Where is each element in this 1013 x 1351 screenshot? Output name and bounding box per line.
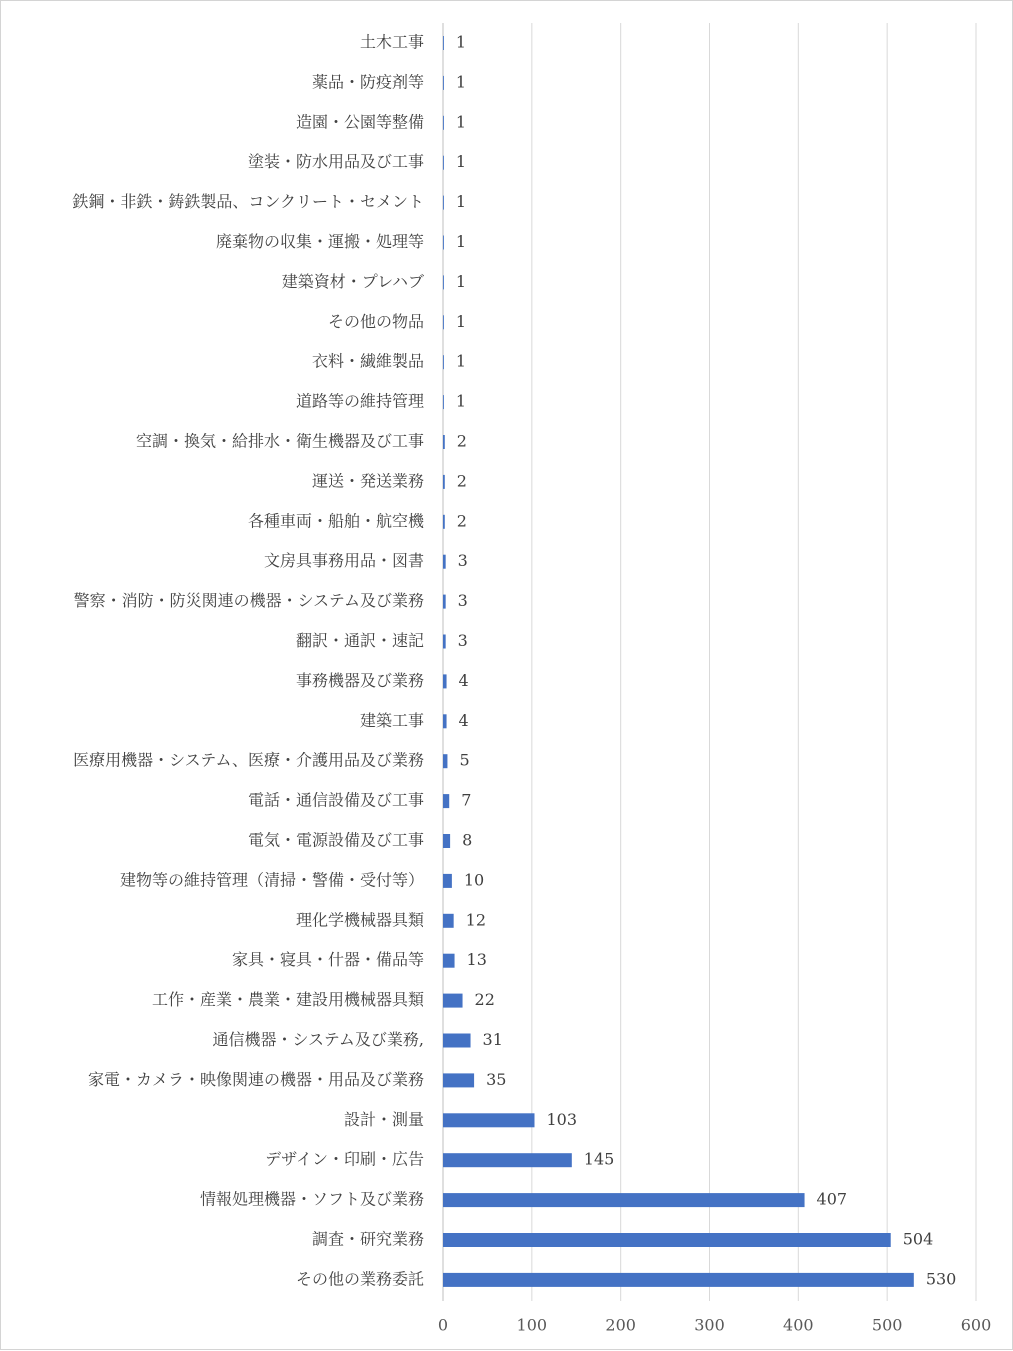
category-label: 運送・発送業務 bbox=[311, 471, 424, 491]
category-label: 医療用機器・システム、医療・介護用品及び業務 bbox=[73, 750, 424, 770]
bar bbox=[443, 874, 452, 888]
data-label: 2 bbox=[456, 471, 467, 491]
category-label: 理化学機械器具類 bbox=[295, 910, 424, 930]
bars bbox=[443, 36, 914, 1287]
bar bbox=[443, 794, 449, 808]
bar bbox=[443, 994, 463, 1008]
data-label: 1 bbox=[455, 112, 467, 132]
category-label: その他の物品 bbox=[327, 311, 424, 331]
category-label: 警察・消防・防災関連の機器・システム及び業務 bbox=[73, 591, 424, 611]
bar bbox=[443, 674, 447, 688]
bar bbox=[443, 36, 444, 50]
bar bbox=[443, 236, 444, 250]
category-label: 建物等の維持管理（清掃・警備・受付等） bbox=[119, 870, 424, 890]
category-label: 道路等の維持管理 bbox=[295, 391, 424, 411]
bar bbox=[443, 515, 445, 529]
bar bbox=[443, 754, 447, 768]
data-label: 22 bbox=[474, 990, 495, 1010]
bar bbox=[443, 1273, 914, 1287]
data-label: 8 bbox=[462, 830, 473, 850]
data-labels bbox=[456, 33, 956, 1289]
bar bbox=[443, 714, 447, 728]
bar bbox=[443, 116, 444, 130]
bar bbox=[443, 1073, 474, 1087]
data-label: 2 bbox=[456, 431, 467, 451]
data-label: 31 bbox=[482, 1030, 503, 1049]
bar bbox=[443, 1113, 534, 1127]
data-label: 1 bbox=[455, 32, 467, 52]
category-label: 廃棄物の収集・運搬・処理等 bbox=[215, 232, 424, 251]
bar bbox=[443, 834, 450, 848]
data-label: 145 bbox=[583, 1149, 615, 1169]
bar bbox=[443, 475, 445, 489]
category-label: 文房具事務用品・図書 bbox=[263, 551, 424, 571]
category-label: 家電・カメラ・映像関連の機器・用品及び業務 bbox=[87, 1069, 424, 1089]
category-label: 造園・公園等整備 bbox=[295, 112, 424, 132]
bar bbox=[443, 196, 444, 210]
bar bbox=[443, 315, 444, 329]
data-label: 35 bbox=[486, 1069, 507, 1089]
data-label: 103 bbox=[546, 1109, 578, 1129]
category-label: 設計・測量 bbox=[343, 1109, 424, 1129]
category-label: 土木工事 bbox=[359, 32, 424, 52]
category-label: 建築資材・プレハブ bbox=[281, 271, 424, 291]
data-label: 12 bbox=[465, 910, 487, 930]
category-label: 空調・換気・給排水・衛生機器及び工事 bbox=[135, 431, 424, 451]
bar bbox=[443, 76, 444, 90]
bar bbox=[443, 355, 444, 369]
bar bbox=[443, 1193, 805, 1207]
category-label: 電気・電源設備及び工事 bbox=[247, 830, 424, 850]
category-labels bbox=[72, 33, 425, 1289]
category-label: 家具・寝具・什器・備品等 bbox=[231, 950, 424, 970]
bar bbox=[443, 1233, 891, 1247]
data-label: 530 bbox=[925, 1269, 957, 1289]
data-label: 1 bbox=[455, 192, 467, 212]
category-label: 翻訳・通訳・速記 bbox=[295, 631, 424, 650]
x-tick-label: 100 bbox=[516, 1315, 548, 1335]
data-label: 4 bbox=[458, 670, 469, 690]
category-label: デザイン・印刷・広告 bbox=[265, 1149, 424, 1169]
data-label: 504 bbox=[902, 1229, 934, 1249]
bar bbox=[443, 156, 444, 170]
data-label: 13 bbox=[466, 950, 487, 970]
bar bbox=[443, 435, 445, 449]
category-label: 各種車両・船舶・航空機 bbox=[247, 511, 424, 531]
bar bbox=[443, 555, 446, 569]
data-label: 1 bbox=[455, 351, 467, 371]
category-label: 薬品・防疫剤等 bbox=[311, 72, 424, 92]
data-label: 3 bbox=[457, 631, 468, 650]
bar bbox=[443, 1034, 471, 1048]
category-label: 事務機器及び業務 bbox=[295, 670, 424, 690]
data-label: 3 bbox=[457, 591, 468, 611]
data-label: 5 bbox=[459, 750, 470, 770]
data-label: 1 bbox=[455, 152, 467, 172]
category-label: 塗装・防水用品及び工事 bbox=[247, 152, 424, 172]
data-label: 7 bbox=[461, 790, 472, 810]
category-label: 衣料・繊維製品 bbox=[311, 351, 424, 371]
data-label: 4 bbox=[458, 710, 469, 730]
x-axis-ticks bbox=[438, 1316, 991, 1335]
x-tick-label: 500 bbox=[871, 1315, 903, 1335]
category-label: 鉄鋼・非鉄・鋳鉄製品、コンクリート・セメント bbox=[72, 192, 424, 212]
bar bbox=[443, 914, 454, 928]
bar bbox=[443, 1153, 572, 1167]
category-label: 通信機器・システム及び業務, bbox=[212, 1030, 424, 1049]
x-tick-label: 400 bbox=[783, 1315, 814, 1335]
x-tick-label: 600 bbox=[960, 1315, 992, 1335]
bar-chart bbox=[1, 1, 1013, 1351]
gridlines bbox=[443, 23, 976, 1301]
data-label: 1 bbox=[455, 311, 467, 331]
data-label: 407 bbox=[816, 1189, 848, 1209]
category-label: 工作・産業・農業・建設用機械器具類 bbox=[151, 990, 424, 1010]
category-label: その他の業務委託 bbox=[295, 1269, 424, 1289]
data-label: 1 bbox=[455, 271, 467, 291]
bar bbox=[443, 275, 444, 289]
data-label: 10 bbox=[463, 870, 485, 890]
data-label: 1 bbox=[455, 391, 467, 411]
bar bbox=[443, 595, 446, 609]
x-tick-label: 0 bbox=[437, 1315, 449, 1335]
data-label: 1 bbox=[455, 232, 467, 251]
x-tick-label: 200 bbox=[605, 1315, 636, 1335]
x-tick-label: 300 bbox=[694, 1315, 725, 1335]
data-label: 2 bbox=[456, 511, 467, 531]
data-label: 1 bbox=[455, 72, 467, 92]
category-label: 建築工事 bbox=[359, 710, 424, 730]
category-label: 電話・通信設備及び工事 bbox=[247, 790, 424, 810]
bar bbox=[443, 395, 444, 409]
category-label: 情報処理機器・ソフト及び業務 bbox=[199, 1189, 424, 1209]
data-label: 3 bbox=[457, 551, 468, 571]
bar bbox=[443, 954, 455, 968]
bar bbox=[443, 635, 446, 649]
category-label: 調査・研究業務 bbox=[311, 1229, 424, 1249]
